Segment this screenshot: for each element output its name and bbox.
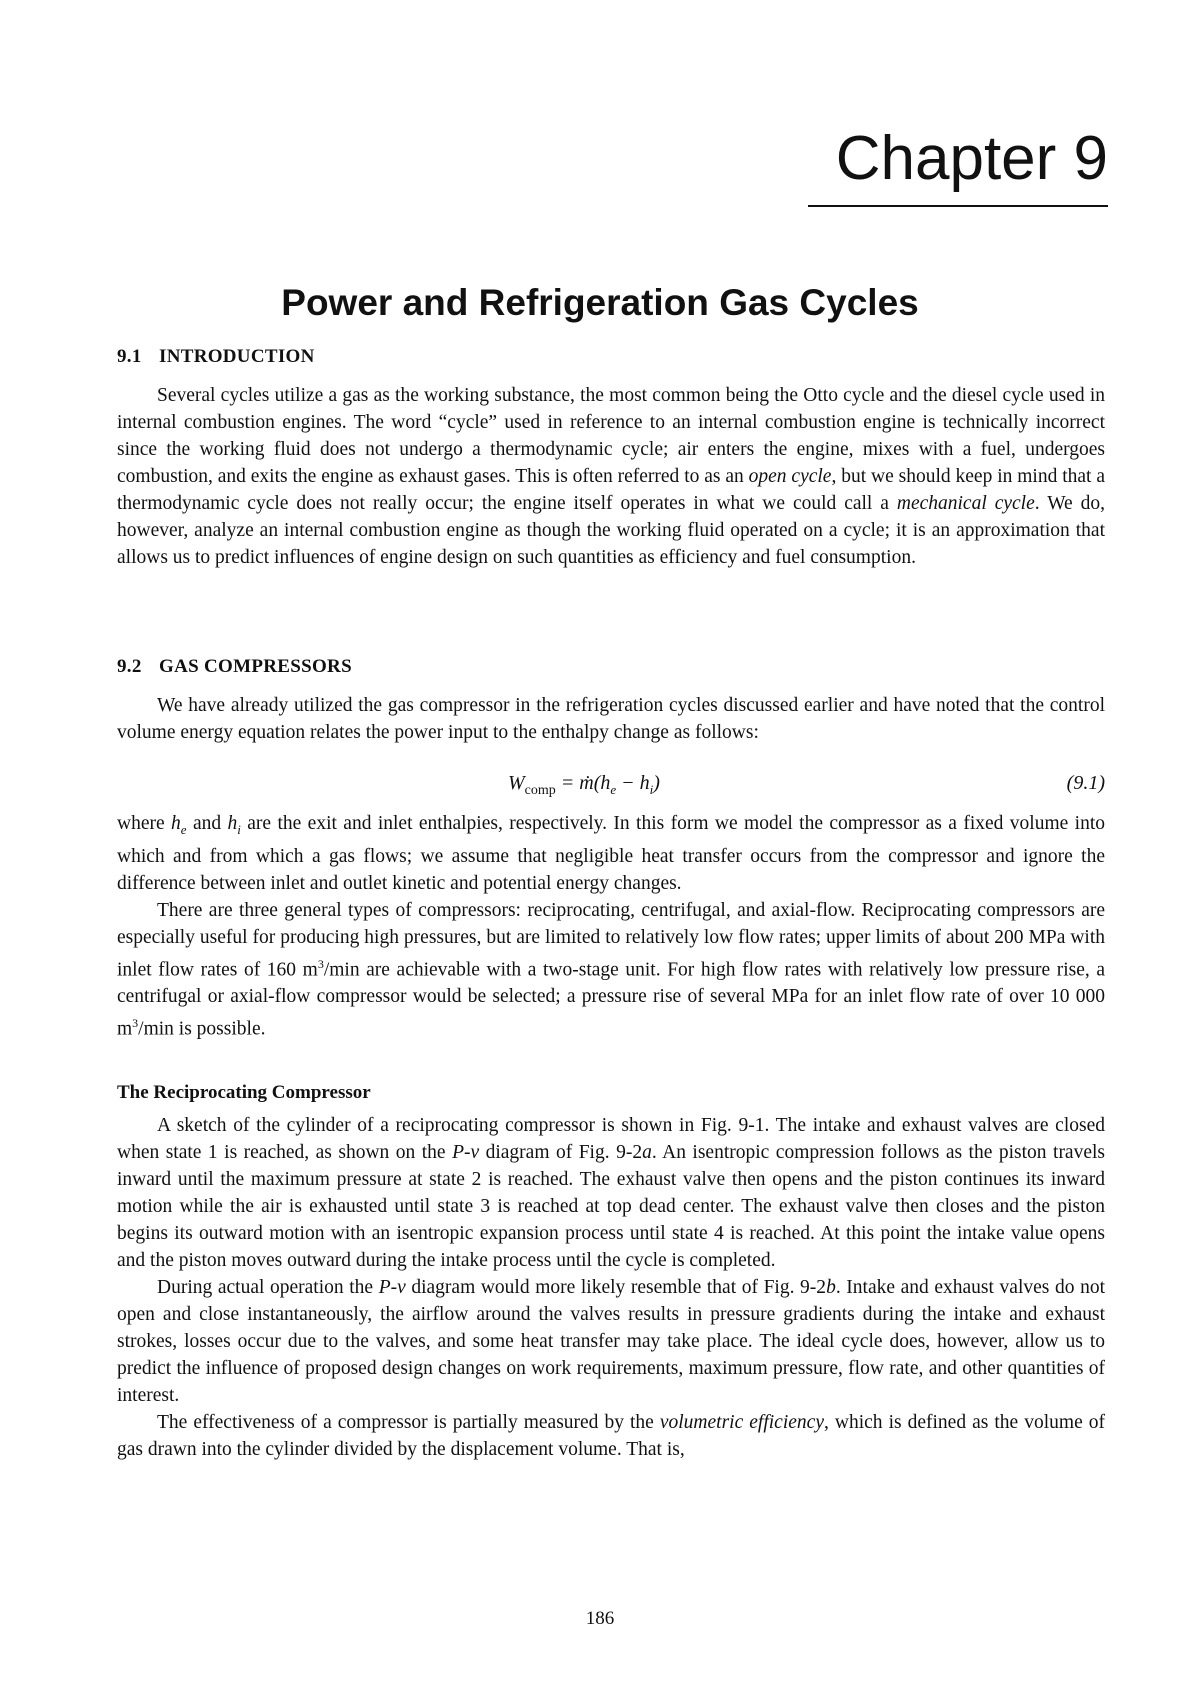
eq-term: = ṁ(h — [560, 772, 611, 794]
section-number: 9.1 — [117, 346, 142, 367]
text-run: diagram of Fig. 9-2 — [479, 1142, 643, 1163]
reciprocating-paragraph-3 — [117, 1409, 1105, 1463]
symbol-h: h — [171, 813, 181, 834]
text-run: where — [117, 813, 172, 834]
eq-subscript: i — [649, 782, 654, 797]
reciprocating-paragraph-1 — [117, 1112, 1105, 1274]
compressors-intro — [117, 692, 1105, 746]
intro-body — [117, 382, 1105, 571]
text-run: /min are achievable with a two-stage unit. For high flow rates with relatively low pressure rise, a centrifugal or axial-flow compressor would be selected; a pressure rise of several MPa for an inlet flow rate of over 10 000 m — [117, 959, 1105, 1040]
text-run: A sketch of the cylinder of a reciprocating compressor is shown in Fig. 9-1. The intake and exhaust valves are closed when state 1 is reached, as shown on the — [117, 1115, 1105, 1163]
chapter-title: Power and Refrigeration Gas Cycles — [281, 282, 919, 323]
section-number: 9.2 — [117, 656, 142, 677]
text-run: Several cycles utilize a gas as the working substance, the most common being the Otto cycle and the diesel cycle used in internal combustion engines. The word “cycle” used in reference to an internal combustion engine is technically incorrect since the working fluid does not undergo a thermodynamic cycle; air enters the engine, mixes with a fuel, undergoes combustion, and exits the engine as exhaust gases. This is often referred to as an — [117, 385, 1105, 487]
section-heading-introduction — [117, 346, 315, 368]
term-pv: P-v — [378, 1277, 406, 1298]
superscript: 3 — [317, 956, 324, 971]
subscript: e — [180, 821, 187, 837]
text-run: are the exit and inlet enthalpies, respectively. In this form we model the compressor as a fixed volume into which and from which a gas flows; we assume that negligible heat transfer occurs from the compressor and ignore the difference between inlet and outlet kinetic and potential energy changes. — [117, 813, 1106, 894]
eq-subscript: comp — [524, 783, 556, 798]
eq-term: ) — [653, 772, 660, 794]
subscript: i — [237, 821, 241, 837]
subsection-heading-reciprocating: The Reciprocating Compressor — [117, 1082, 371, 1103]
compressors-paragraph-1: We have already utilized the gas compressor in the refrigeration cycles discussed earlier and have noted that the control volume energy equation relates the power input to the enthalpy change as follows: — [117, 695, 1105, 743]
text-run: The effectiveness of a compressor is partially measured by the — [157, 1412, 660, 1433]
figure-letter: b — [826, 1277, 836, 1298]
term-volumetric-efficiency: volumetric efficiency — [659, 1412, 824, 1433]
text-run: /min is possible. — [138, 1018, 266, 1040]
page-number: 186 — [585, 1608, 615, 1629]
compressors-paragraph-3 — [117, 897, 1105, 1043]
term-open-cycle: open cycle — [748, 466, 832, 487]
reciprocating-body — [117, 1112, 1105, 1463]
text-run: . An isentropic compression follows as the piston travels inward until the maximum pressure at state 2 is reached. The exhaust valve then opens and the piston continues its inward motion while the air is exhausted until state 3 is reached at top dead center. The exhaust valve then closes and the piston begins its outward motion with an isentropic expansion process until state 4 is reached. At this point the intake value opens and the piston moves outward during the intake process until the cycle is completed. — [117, 1142, 1106, 1271]
text-run: , but we should keep in mind that a thermodynamic cycle does not really occur; the engine itself operates in what we could call a — [117, 466, 1105, 514]
equation-number: (9.1) — [1066, 772, 1105, 794]
eq-subscript: e — [610, 782, 617, 797]
superscript: 3 — [132, 1016, 139, 1031]
equation-body — [508, 772, 660, 799]
figure-letter: a — [642, 1142, 652, 1163]
text-run: diagram would more likely resemble that of Fig. 9-2 — [405, 1277, 827, 1298]
text-run: During actual operation the — [157, 1277, 379, 1298]
text-run: . We do, however, analyze an internal combustion engine as though the working fluid operated on a cycle; it is an approximation that allows us to predict influences of engine design on such quantities as efficiency and fuel consumption. — [117, 493, 1105, 568]
reciprocating-paragraph-2 — [117, 1274, 1105, 1409]
symbol-h: h — [227, 813, 238, 834]
text-run: and — [186, 813, 228, 834]
text-run: . Intake and exhaust valves do not open and close instantaneously, the airflow around the valves results in pressure gradients during the intake and exhaust strokes, losses occur due to the valves, and some heat transfer may take place. The ideal cycle does, however, allow us to predict the influence of proposed design changes on work requirements, maximum pressure, flow rate, and other quantities of interest. — [117, 1277, 1105, 1406]
text-run: There are three general types of compressors: reciprocating, centrifugal, and axial-flow. Reciprocating compressors are especially useful for producing high pressures, but are limited to relatively low flow rates; upper limits of about 200 MPa with inlet flow rates of 160 m — [117, 899, 1105, 981]
term-pv: P-v — [452, 1142, 480, 1163]
intro-paragraph — [117, 382, 1105, 571]
section-title: INTRODUCTION — [159, 346, 315, 367]
chapter-label: Chapter 9 — [835, 124, 1108, 193]
term-mechanical-cycle: mechanical cycle — [896, 493, 1035, 514]
compressors-paragraph-2 — [117, 810, 1105, 897]
compressors-body — [117, 810, 1105, 1043]
text-run: , which is defined as the volume of gas drawn into the cylinder divided by the displacement volume. That is, — [117, 1412, 1105, 1460]
section-heading-gas-compressors — [117, 656, 352, 678]
chapter-rule — [808, 205, 1108, 207]
section-title: GAS COMPRESSORS — [159, 656, 352, 677]
chapter-heading — [835, 124, 1108, 193]
eq-term: − h — [616, 772, 650, 794]
eq-power: W — [508, 772, 525, 794]
